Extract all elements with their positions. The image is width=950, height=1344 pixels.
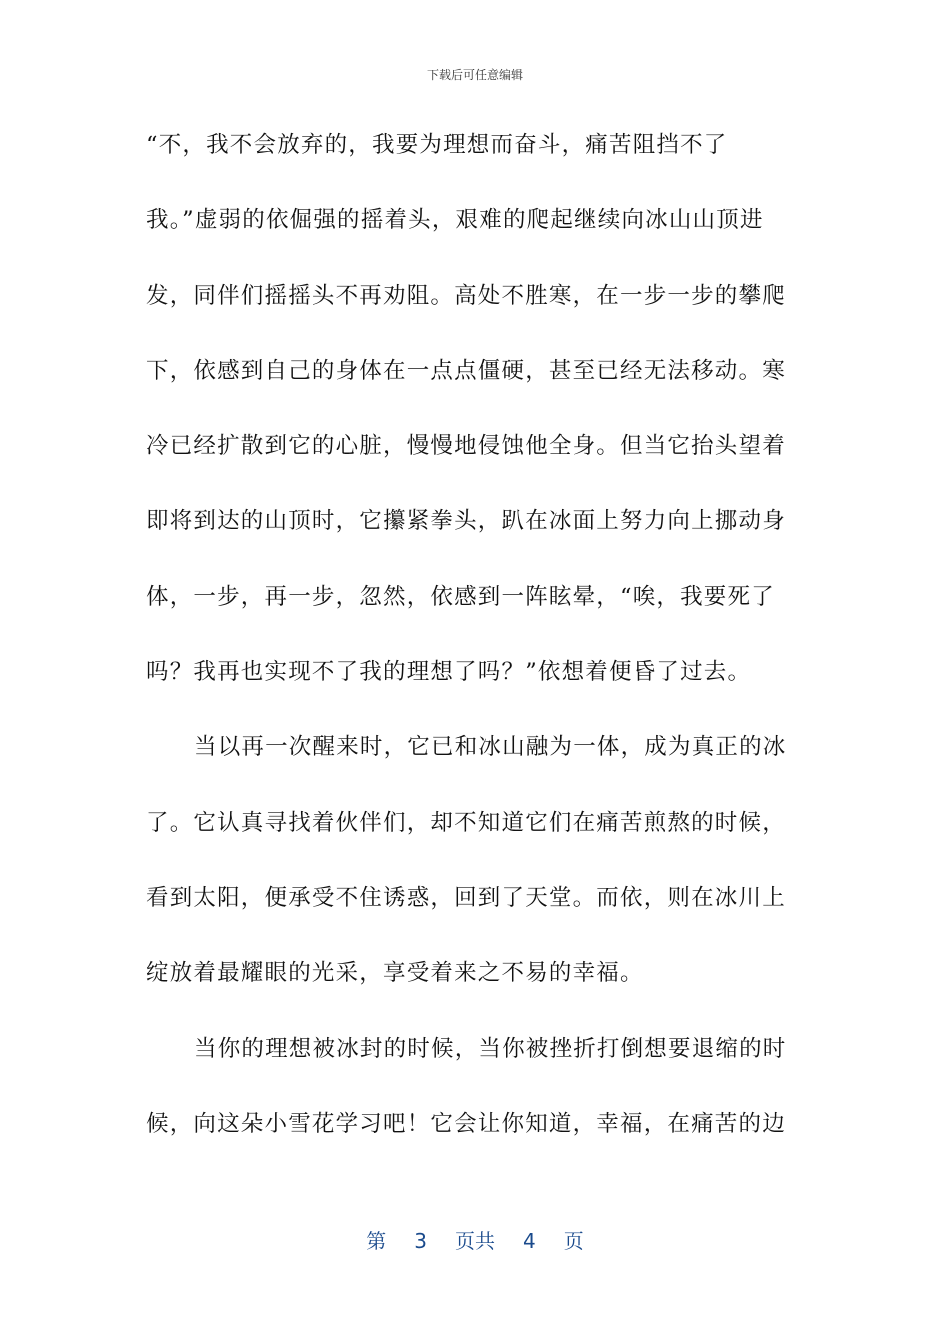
text-line: 我。”虚弱的依倔强的摇着头，艰难的爬起继续向冰山山顶进 <box>146 207 764 234</box>
header-note: 下载后可任意编辑 <box>426 68 523 82</box>
text-line: 发，同伴们摇摇头不再劝阻。高处不胜寒，在一步一步的攀爬 <box>146 282 786 309</box>
document-body <box>146 125 806 1179</box>
footer-page-number: 3 <box>414 1229 427 1253</box>
text-line: 绽放着最耀眼的光采，享受着来之不易的幸福。 <box>146 960 644 987</box>
text-line-paragraph-start: 当你的理想被冰封的时候，当你被挫折打倒想要退缩的时 <box>194 1035 787 1062</box>
footer-suffix: 页 <box>563 1229 584 1253</box>
page-footer <box>0 1225 950 1254</box>
text-line-paragraph-start: 当以再一次醒来时，它已和冰山融为一体，成为真正的冰 <box>194 734 787 761</box>
text-line: 体，一步，再一步，忽然，依感到一阵眩晕，“唉，我要死了 <box>146 583 775 610</box>
text-line: 看到太阳，便承受不住诱惑，回到了天堂。而依，则在冰川上 <box>146 884 786 911</box>
text-line: 冷已经扩散到它的心脏，慢慢地侵蚀他全身。但当它抬头望着 <box>146 433 786 460</box>
text-line: “不，我不会放弃的，我要为理想而奋斗，痛苦阻挡不了 <box>146 132 728 158</box>
footer-total-pages: 4 <box>523 1229 536 1253</box>
footer-prefix: 第 <box>366 1229 387 1253</box>
text-line: 下，依感到自己的身体在一点点僵硬，甚至已经无法移动。寒 <box>146 357 786 384</box>
text-line: 了。它认真寻找着伙伴们，却不知道它们在痛苦煎熬的时候， <box>146 809 786 836</box>
text-line: 即将到达的山顶时，它攥紧拳头，趴在冰面上努力向上挪动身 <box>146 508 786 535</box>
footer-middle: 页共 <box>455 1229 495 1253</box>
text-line: 候，向这朵小雪花学习吧！它会让你知道，幸福，在痛苦的边 <box>146 1110 786 1137</box>
text-line: 吗？我再也实现不了我的理想了吗？”依想着便昏了过去。 <box>146 659 752 686</box>
